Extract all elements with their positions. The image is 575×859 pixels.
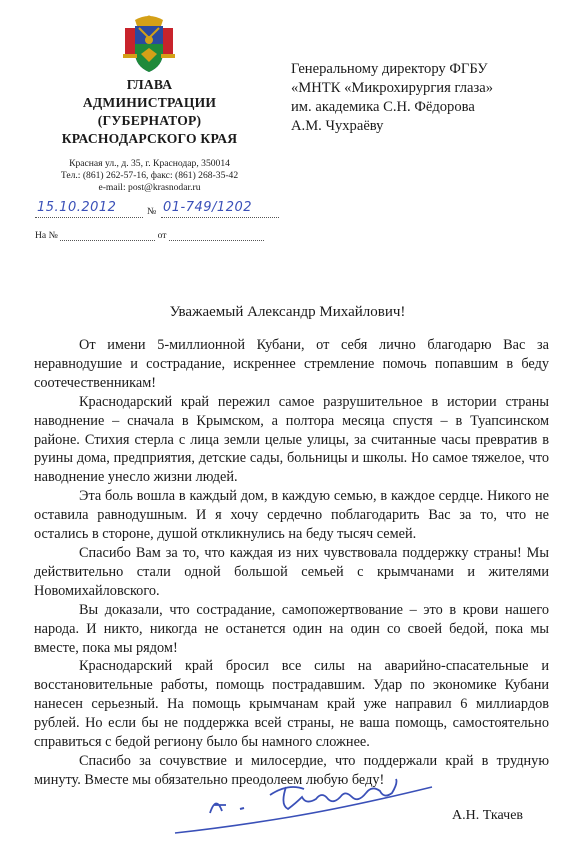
body-paragraph: Спасибо за сочувствие и милосердие, что поддержали край в трудную минуту. Вместе мы обязательно преодолеем любую беду!	[34, 752, 549, 788]
recipient-line: А.М. Чухраёву	[291, 118, 384, 134]
on-number-label: На №	[35, 230, 58, 241]
recipient-block	[291, 60, 561, 136]
recipient-line: «МНТК «Микрохирургия глаза»	[291, 80, 494, 96]
letterhead-email: e-mail: post@krasnodar.ru	[98, 182, 201, 193]
letterhead-title-line: (ГУБЕРНАТОР)	[97, 113, 202, 128]
body-paragraph: Эта боль вошла в каждый дом, в каждую семью, в каждое сердце. Никого не оставила равнодушным. И я хочу сердечно поблагодарить Вас за то, что не остались в стороне, душой откликнулись на беду тысяч семей.	[34, 488, 549, 543]
letterhead-phone: Тел.: (861) 262-57-16, факс: (861) 268-35-42	[60, 170, 239, 181]
letter-body	[34, 336, 549, 790]
body-paragraph: От имени 5-миллионной Кубани, от себя лично благодарю Вас за неравнодушие и сострадание, искреннее стремление помочь попавшим в беду соотечественникам!	[34, 337, 549, 391]
reply-reference-line	[35, 230, 285, 244]
recipient-line: Генеральному директору ФГБУ	[291, 61, 488, 77]
handwritten-date: 15.10.2012	[37, 200, 117, 215]
signatory-name: А.Н. Ткачев	[452, 808, 524, 823]
greeting: Уважаемый Александр Михайлович!	[169, 304, 406, 320]
letterhead-title-line: КРАСНОДАРСКОГО КРАЯ	[61, 131, 238, 146]
letterhead-address: Красная ул., д. 35, г. Краснодар, 350014	[69, 158, 230, 169]
coat-of-arms-icon	[121, 14, 177, 76]
number-label: №	[147, 206, 157, 217]
recipient-line: им. академика С.Н. Фёдорова	[291, 99, 475, 115]
letterhead-title-line: АДМИНИСТРАЦИИ	[82, 95, 217, 110]
reference-line	[35, 200, 285, 220]
body-paragraph: Вы доказали, что сострадание, самопожертвование – это в крови нашего народа. И никто, никогда не останется один на один со своей бедой, пока мы вместе, пока мы рядом!	[34, 601, 549, 656]
body-paragraph: Спасибо Вам за то, что каждая из них чувствовала поддержку страны! Мы действительно стали одной большой семьей с крымчанами и жителями Новомихайловского.	[34, 544, 549, 599]
body-paragraph: Краснодарский край пережил самое разрушительное в истории страны наводнение – сначала в Крымском, а полтора месяца спустя – в Туапсинском районе. Стихия стерла с лица земли целые улицы, за считанные часы превратив в руины дома, предприятия, детские сады, больницы и школы. Но самое тяжелое, что наводнение унесло жизни людей.	[34, 393, 549, 486]
handwritten-number: 01-749/1202	[163, 200, 253, 215]
letterhead-title-line: ГЛАВА	[126, 77, 173, 92]
body-paragraph: Краснодарский край бросил все силы на аварийно-спасательные и восстановительные работы, помощь пострадавшим. Удар по экономике Кубани нанесен серьезный. На помощь крымчанам край уже направил 6 миллиардов рублей. Но если бы не поддержка всей страны, не ваша помощь, самостоятельно справиться с бедой региону было бы намного сложнее.	[34, 658, 549, 751]
from-label: от	[157, 230, 167, 241]
handwritten-signature	[170, 765, 440, 840]
